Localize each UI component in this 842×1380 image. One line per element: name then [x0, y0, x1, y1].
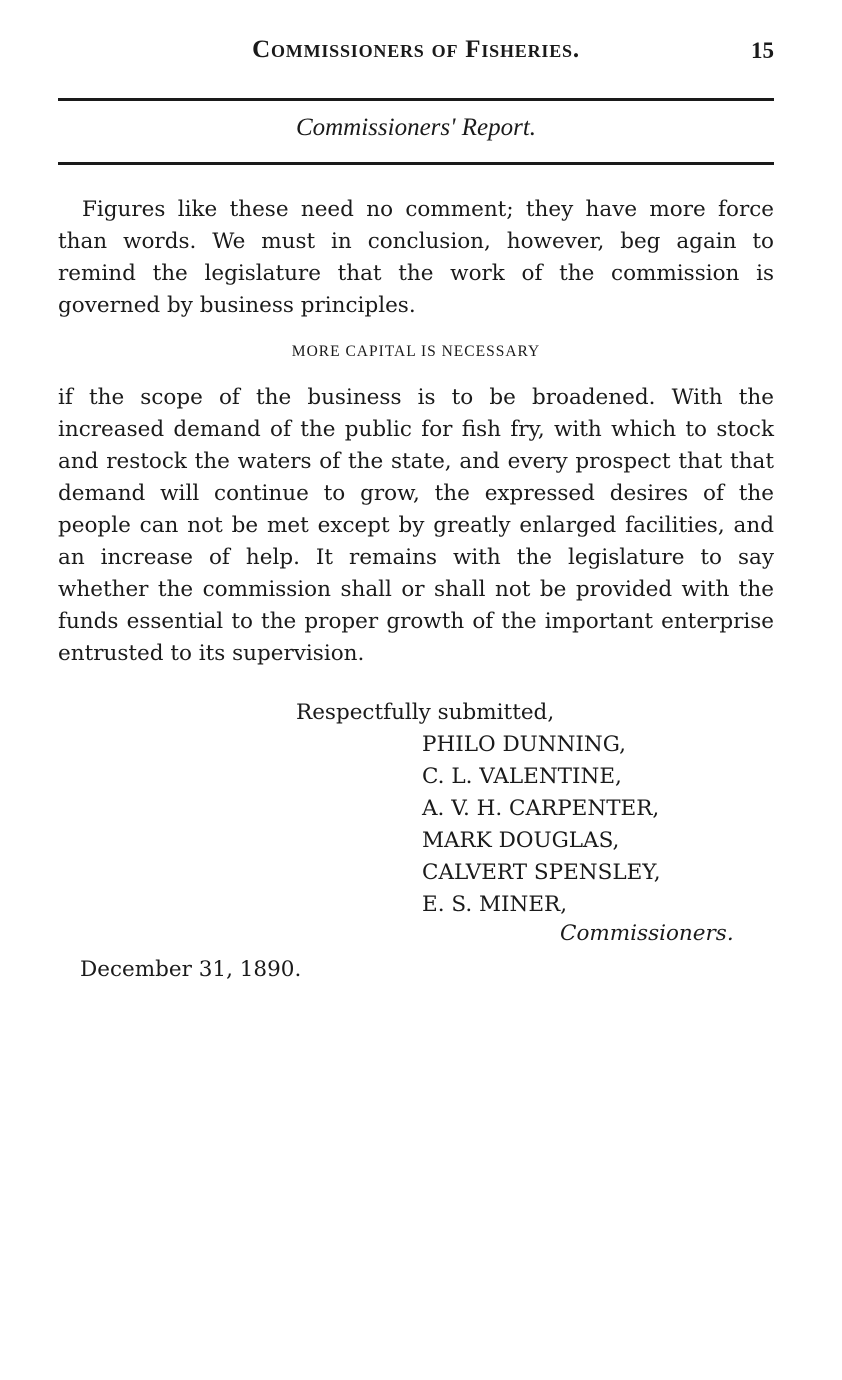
report-date: December 31, 1890. — [80, 957, 302, 982]
signatory-name: E. S. MINER, — [422, 892, 568, 917]
signatory-name: CALVERT SPENSLEY, — [422, 860, 661, 885]
subheading: MORE CAPITAL IS NECESSARY — [291, 343, 541, 360]
running-head — [58, 36, 774, 66]
signatory-name: PHILO DUNNING, — [422, 732, 626, 757]
paragraph-2: if the scope of the business is to be broadened. With the increased demand of the public for fish fry, with which to stock and restock the waters of the state, and every prospect that that demand will continue to grow, the expressed desires of the people can not be met except by greatly enlarged facilities, and an increase of help. It remains with the legislature to say whether the commission shall or shall not be provided with the funds essential to the proper growth of the important enterprise entrusted to its supervision. — [58, 385, 774, 666]
top-rule — [58, 98, 774, 101]
signatory-name: A. V. H. CARPENTER, — [422, 796, 660, 821]
page-number: 15 — [751, 38, 774, 63]
signatory-role: Commissioners. — [560, 921, 734, 946]
section-title: Commissioners' Report. — [295, 114, 537, 141]
signatory-list — [422, 729, 661, 921]
bottom-rule — [58, 162, 774, 165]
paragraph-1: Figures like these need no comment; they have more force than words. We must in conclusion, however, beg again to remind the legislature that the work of the commission is governed by business principles. — [58, 197, 774, 318]
signatory-name: C. L. VALENTINE, — [422, 764, 622, 789]
signatory-name: MARK DOUGLAS, — [422, 828, 620, 853]
running-title: Commissioners of Fisheries. — [252, 36, 580, 63]
closing-line: Respectfully submitted, — [296, 700, 555, 725]
